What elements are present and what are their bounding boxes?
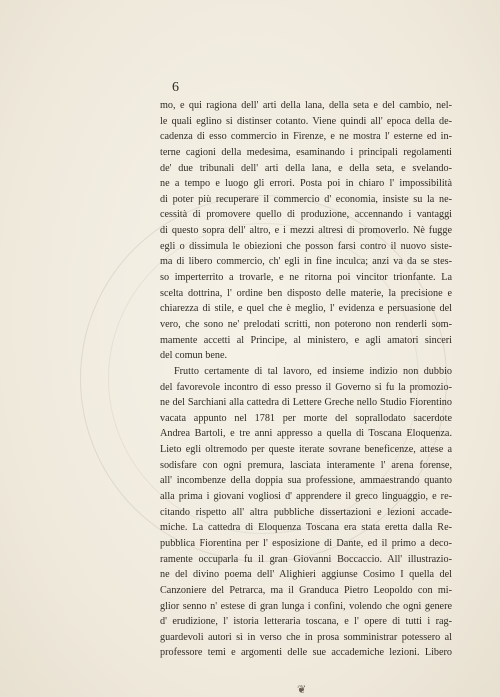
text-line: scelta dottrina, l' ordine ben disposto delle materie, la precisione e (160, 287, 452, 299)
text-line: ne del Sarchiani alla cattedra di Lettere Greche nello Studio Fiorentino (160, 397, 452, 409)
text-line: ramente occuparla fu il gran Giovanni Boccaccio. All' illustrazio- (160, 553, 452, 565)
text-line: Canzoniere del Petrarca, ma il Granduca Pietro Leopoldo con mi- (160, 584, 452, 596)
bottom-ornament: ❦ (297, 684, 307, 696)
text-line: ne del divino poema dell' Alighieri aggiunse Cosimo I quella del (160, 569, 452, 581)
text-line: guardevoli autori sì in verso che in prosa somministrar potessero al (160, 631, 452, 643)
text-line: del favorevole incontro di esso presso il Governo si fu la promozio- (160, 381, 452, 393)
text-line: le quali eglino si distinser cotanto. Viene quindi all' epoca della de- (160, 115, 452, 127)
text-line: ma di libero commercio, ch' egli in fine inculca; anzi va da se stes- (160, 256, 452, 268)
paragraph (160, 364, 452, 661)
text-line: citando rispetto all' altra pubbliche dissertazioni e lezioni accade- (160, 506, 452, 518)
text-line: vero, che sono ne' prelodati scritti, non poterono non renderli som- (160, 318, 452, 330)
text-line: Lieto egli oltremodo per queste iterate sovrane beneficenze, attese a (160, 444, 452, 456)
text-line: terne cagioni della medesima, esaminando i principali regolamenti (160, 146, 452, 158)
text-line: alla prima i giovani vogliosi d' apprendere il greco linguaggio, e re- (160, 491, 452, 503)
text-line: vacata appunto nel 1781 per morte del soprallodato sacerdote (160, 412, 452, 424)
text-line: miche. La cattedra di Eloquenza Toscana era stata eretta dalla Re- (160, 522, 452, 534)
text-line: so imperterrito a trovarle, e ne ritorna poi vincitor trionfante. La (160, 272, 452, 284)
text-line: mo, e qui ragiona dell' arti della lana, della seta e del cambio, nel- (160, 100, 452, 111)
text-line: de' due tribunali dell' arti della lana, e della seta, e svelando- (160, 162, 452, 174)
text-line: cessità di promovere quello di produzione, accennando i vantaggi (160, 209, 452, 221)
text-line: Andrea Bartoli, e tre anni appresso a quella di Toscana Eloquenza. (160, 428, 452, 440)
text-line: Frutto certamente di tal lavoro, ed insieme indizio non dubbio (174, 365, 452, 377)
text-line: di poter più recuperare il commercio d' economia, insiste su la ne- (160, 193, 452, 205)
text-line: d' erudizione, l' istoria letteraria toscana, e l' opere di tutti i rag- (160, 616, 452, 628)
page-number: 6 (172, 80, 179, 95)
paragraph (160, 98, 452, 364)
body-text (160, 98, 452, 661)
text-line: cadenza di esso commercio in Firenze, e ne mostra l' esterne ed in- (160, 131, 452, 143)
text-line: glior senno n' estese di gran lunga i confini, volendo che ogni genere (160, 600, 452, 612)
text-line: di questo sopra dell' altro, e i mezzi altresì di promoverlo. Nè fugge (160, 225, 452, 237)
text-line: pubblica Fiorentina per l' esposizione di Dante, ed il primo a deco- (160, 537, 452, 549)
text-line: del comun bene. (160, 350, 228, 362)
text-line: ne a tempo e luogo gli errori. Posta poi in chiaro l' impossibilità (160, 178, 452, 190)
text-line: egli o dissimula le obiezioni che posson farsi contro il nuovo siste- (160, 240, 452, 252)
text-line: all' incombenze della doppia sua professione, ammaestrando quanto (160, 475, 452, 487)
text-line: professore temi e argomenti delle sue accademiche lezioni. Libero (160, 647, 452, 659)
text-line: chiarezza di stile, e quel che è meglio, l' evidenza e persuasione del (160, 303, 452, 315)
text-line: mamente accetti al Principe, al ministero, e agli amatori sinceri (160, 334, 452, 346)
text-line: sodisfare con ogni premura, lasciata interamente l' arena forense, (160, 459, 452, 471)
